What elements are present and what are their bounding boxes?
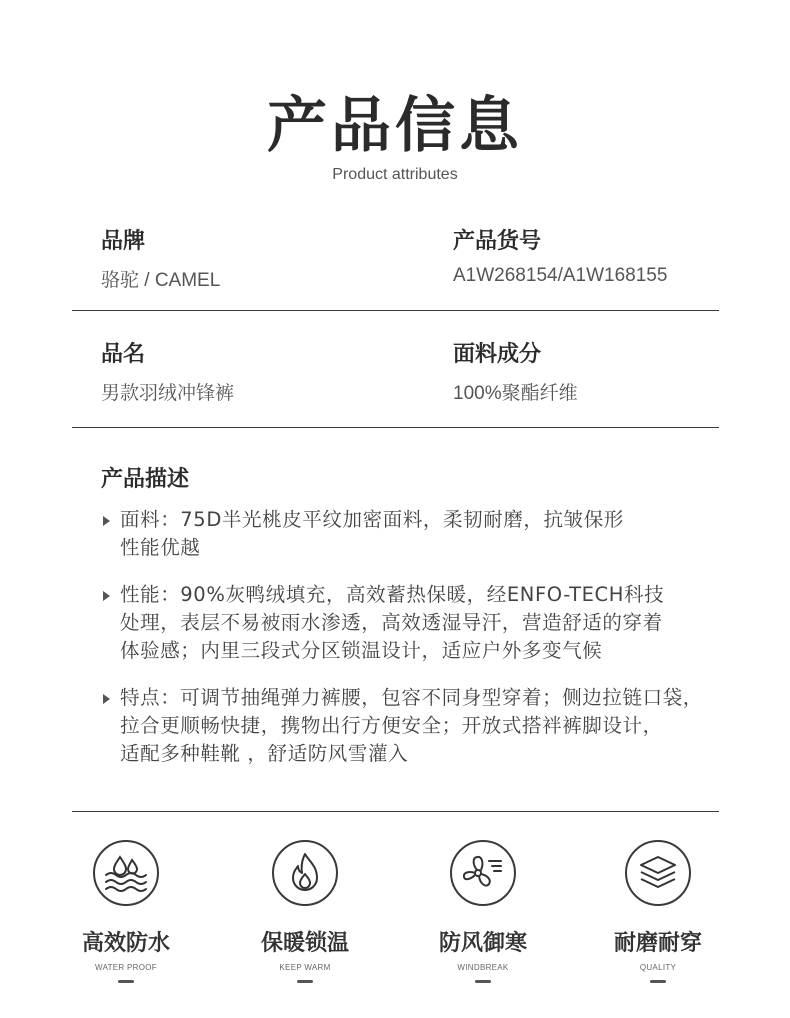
attr-product-name	[101, 337, 234, 405]
feature-dash	[118, 980, 134, 983]
feature-subtitle: KEEP WARM	[279, 963, 331, 972]
feature-name: 保暖锁温	[260, 931, 349, 956]
feature-subtitle: QUALITY	[639, 963, 677, 972]
description-item-fabric	[101, 506, 790, 562]
description-line: 体验感；内里三段式分区锁温设计，适应户外多变气候	[120, 639, 603, 662]
feature-name: 耐磨耐穿	[613, 931, 702, 956]
divider	[72, 811, 719, 812]
feature-waterproof	[51, 840, 201, 983]
feature-subtitle: WINDBREAK	[457, 963, 509, 972]
divider	[72, 310, 719, 311]
page-subtitle: Product attributes	[332, 166, 458, 183]
description-list	[101, 506, 790, 787]
fan-wind-icon	[450, 840, 516, 906]
feature-dash	[297, 980, 313, 983]
attr-value: 100%聚酯纤维	[453, 383, 578, 404]
bullet-triangle-icon	[103, 516, 110, 526]
description-line: 拉合更顺畅快捷，携物出行方便安全；开放式搭袢裤脚设计，	[120, 714, 663, 737]
attr-value: 男款羽绒冲锋裤	[101, 383, 235, 404]
description-line: 适配多种鞋靴 ，舒适防风雪灌入	[120, 742, 409, 765]
attr-label: 产品货号	[453, 229, 542, 254]
description-line: 处理，表层不易被雨水渗透，高效透湿导汗，营造舒适的穿着	[120, 611, 663, 634]
feature-row	[0, 840, 790, 1000]
description-line: 性能：90%灰鸭绒填充，高效蓄热保暖，经ENFO-TECH科技	[120, 583, 665, 606]
feature-durable	[583, 840, 733, 983]
description-title: 产品描述	[101, 467, 190, 492]
divider	[72, 427, 719, 428]
flame-icon	[272, 840, 338, 906]
feature-name: 防风御寒	[438, 931, 527, 956]
attr-material	[453, 337, 578, 405]
description-line: 特点：可调节抽绳弹力裤腰，包容不同身型穿着；侧边拉链口袋，	[120, 686, 703, 709]
feature-windbreak	[408, 840, 558, 983]
attr-label: 品名	[101, 342, 146, 367]
water-waves-icon	[93, 840, 159, 906]
feature-name: 高效防水	[81, 931, 170, 956]
page-title: 产品信息	[267, 91, 523, 161]
bullet-triangle-icon	[103, 591, 110, 601]
feature-keep-warm	[230, 840, 380, 983]
feature-dash	[650, 980, 666, 983]
attr-label: 品牌	[101, 229, 146, 254]
attr-brand	[101, 224, 220, 292]
bullet-triangle-icon	[103, 694, 110, 704]
description-line: 面料：75D半光桃皮平纹加密面料，柔韧耐磨，抗皱保形	[120, 508, 624, 531]
description-item-features	[101, 684, 790, 768]
attr-value: 骆驼 / CAMEL	[101, 270, 221, 291]
description-item-performance	[101, 581, 790, 665]
attr-item-number	[453, 224, 667, 287]
layers-icon	[625, 840, 691, 906]
attr-label: 面料成分	[453, 342, 542, 367]
feature-subtitle: WATER PROOF	[95, 963, 157, 972]
attr-value: A1W268154/A1W168155	[453, 265, 668, 286]
description-line: 性能优越	[120, 536, 201, 559]
feature-dash	[475, 980, 491, 983]
